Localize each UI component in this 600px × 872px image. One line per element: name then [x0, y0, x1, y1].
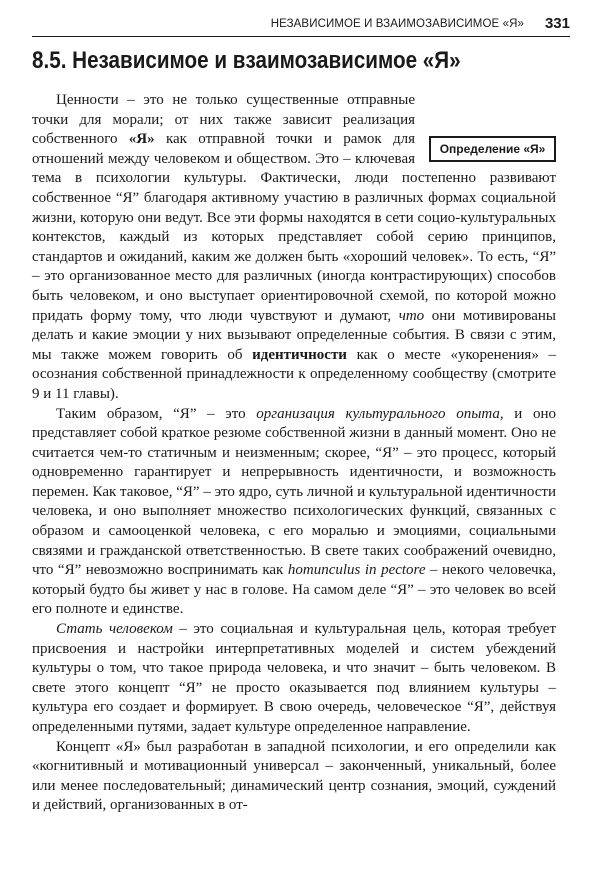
running-title: НЕЗАВИСИМОЕ И ВЗАИМОЗАВИСИМОЕ «Я» — [270, 18, 524, 30]
text-run: Концепт «Я» был разработан в западной психологии, и его определили как «когнитивный и мотивационный универсал – законченный, уникальный, более или менее последовательный; динамический центр сознания, эмоций, суждений и действий, организованных в от- — [32, 738, 556, 814]
bold-term: «Я» — [128, 131, 155, 148]
bold-term: идентичности — [252, 346, 347, 363]
italic-term: что — [398, 307, 425, 324]
paragraph-4 — [32, 738, 556, 816]
page-number: 331 — [544, 15, 570, 32]
text-run: – это социальная и культуральная цель, которая требует присвоения и настройки интерпретативных моделей и систем убеждений культуры о том, что такое природа человека, и что значит – быть человеком. В свете этого концепт “Я” не просто оказывается под влиянием культуры – культура его создает и формирует. В свою очередь, человеческое “Я”, действуя определенными путями, задает культуре определенное направление. — [32, 621, 556, 735]
text-run: и оно представляет собой краткое резюме собственной жизни в данный момент. Оно не считается чем-то статичным и неизменным; скорее, “Я” – это процесс, который одновременно гарантирует и непрерывность идентичности, и возможность перемен. Как таковое, “Я” – это ядро, суть личной и культуральной идентичности человека, и оно выполняет множество психологических функций, связанных с образом и самооценкой человека, с его моралью и эмоциями, социальными связями и гражданской ответственностью. В свете таких соображений очевидно, что “Я” невозможно воспринимать как — [32, 405, 557, 579]
paragraph-3 — [32, 620, 556, 738]
text-run: как отправной точки и рамок для отношений между человеком и обществом. Это – ключевая тема в психологии культуры. Фактически, люди постепенно развивают собственное “Я” благодаря активному участию в различных формах социальной жизни, которую они ведут. Все эти формы находятся в сети социо-культуральных контекстов, каждый из которых представляет собой серию принципов, стандартов и ожиданий, каким же должен быть «хороший человек». То есть, “Я” – это организованное место для различных (иногда контрастирующих) способов быть человеком, и оно выступает ориентировочной схемой, по которой можно придать форму тому, что люди чувствуют и думают, — [32, 131, 556, 324]
text-run: Таким образом, “Я” – это — [56, 405, 257, 422]
italic-term: Стать человеком — [56, 621, 173, 638]
italic-term: организация культурального опыта, — [256, 405, 504, 422]
running-header — [32, 14, 570, 37]
paragraph-1 — [32, 91, 556, 405]
paragraph-2 — [32, 405, 556, 621]
italic-term: homunculus in pectore — [287, 562, 426, 579]
text-run: Ценности – это не только существенные отправные точки для морали; от них также зависит реализация собственного — [32, 92, 415, 148]
definition-margin-box: Определение «Я» — [429, 136, 556, 162]
text-run: как о месте «укоренения» – осознания собственной принадлежности к определенному сообществу (смотрите 9 и 11 главы). — [32, 346, 556, 402]
body-text — [32, 91, 556, 816]
text-run: – некого человечка, который будто бы живет у нас в голове. На самом деле “Я” – это человек во всей его полноте и единстве. — [32, 562, 557, 618]
section-title: 8.5. Независимое и взаимозависимое «Я» — [32, 47, 461, 74]
text-run: они мотивированы делать и какие эмоции у них вызывают определенные события. В связи с этим, мы также можем говорить об — [32, 307, 556, 363]
